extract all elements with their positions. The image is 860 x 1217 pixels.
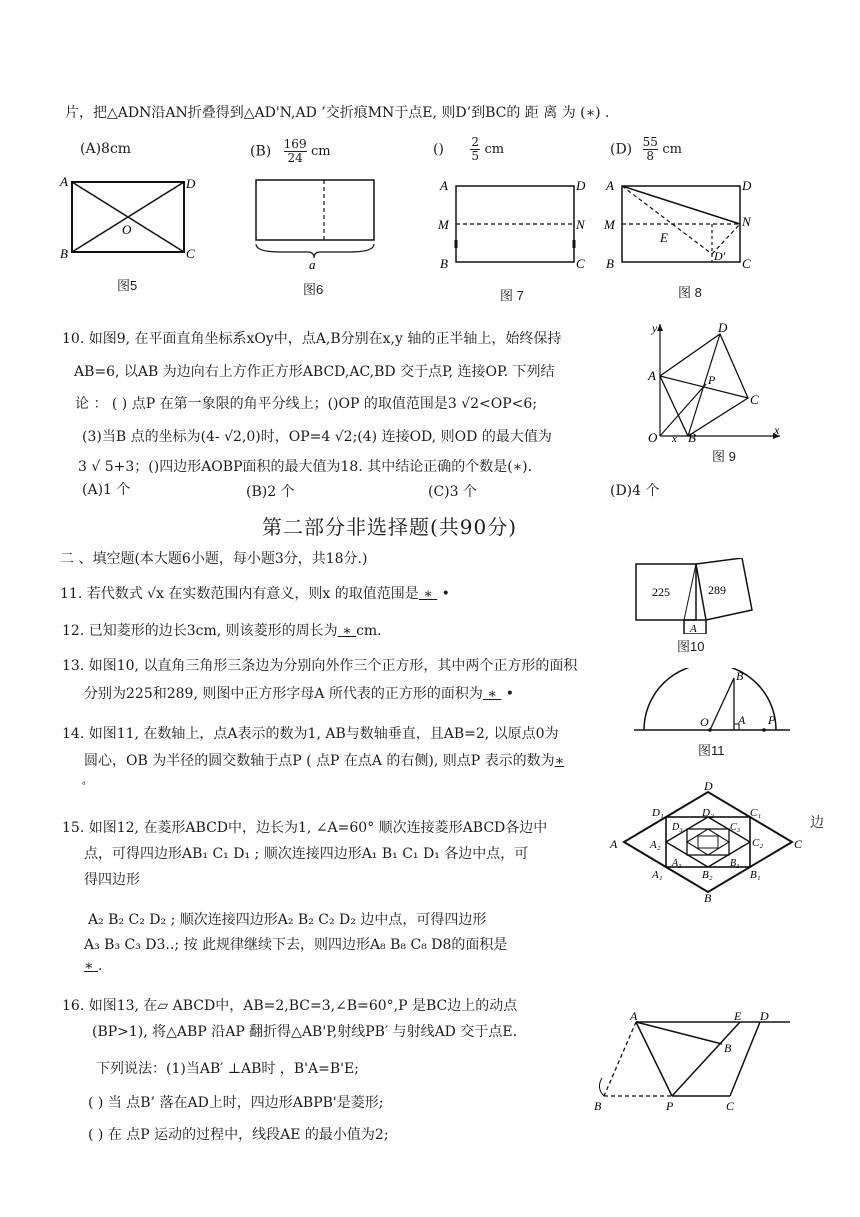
svg-text:D: D (760, 1009, 769, 1023)
svg-text:C: C (750, 392, 759, 407)
svg-text:C₂: C₂ (752, 837, 764, 849)
svg-text:D': D' (714, 249, 726, 263)
svg-text:B: B (60, 246, 68, 261)
svg-text:D₂: D₂ (702, 807, 714, 819)
figure-11-label-p: P (768, 713, 776, 727)
figure-8-rectangle-fold (604, 172, 764, 272)
figure-6-folded-paper (250, 172, 380, 272)
svg-text:D: D (742, 178, 752, 193)
q9-option-c-denominator: 5 (471, 149, 480, 163)
svg-text:E: E (660, 230, 668, 245)
svg-text:C: C (742, 256, 751, 271)
q15-side-char: 边 (810, 815, 824, 831)
figure-11-label-o: O (700, 715, 709, 729)
q15-line-3: 得四边形 (84, 872, 140, 888)
svg-text:C₁: C₁ (750, 807, 762, 819)
q10-option-a: (A)1 个 (82, 482, 131, 498)
figure-10-caption: 图10 (677, 639, 705, 654)
svg-text:B₁: B₁ (750, 869, 761, 881)
q10-line-5: 3 √ 5+3；()四边形AOBP面积的最大值为18. 其中结论正确的个数是(∗). (78, 459, 533, 475)
q10-option-c: (C)3 个 (428, 484, 477, 500)
figure-11-number-line-arc (630, 668, 794, 738)
svg-text:N: N (742, 214, 751, 229)
q16-line-1: 16. 如图13, 在▱ ABCD中，AB=2,BC=3,∠B=60°,P 是BC边上的动点 (62, 998, 518, 1014)
svg-text:A: A (440, 178, 448, 193)
q13-line-2: 分别为225和289, 则图中正方形字母A 所代表的正方形的面积为 ∗ • (84, 686, 515, 702)
svg-text:B: B (606, 256, 614, 271)
q10-option-b: (B)2 个 (246, 484, 295, 500)
q15-line-4: A₂ B₂ C₂ D₂ ; 顺次连接四边形A₂ B₂ C₂ D₂ 边中点，可得四边形 (88, 912, 487, 928)
q9-option-a: (A)8cm (80, 141, 132, 157)
q10-line-2: AB=6, 以AB 为边向右上方作正方形ABCD,AC,BD 交于点P, 连接OP. 下列结 (74, 364, 555, 380)
q9-option-d-numerator: 55 (642, 135, 658, 149)
svg-text:M: M (604, 217, 615, 232)
svg-text:B: B (440, 256, 448, 271)
q16-line-3: 下列说法：(1)当AB′ ⊥AB时 ，B'A=B'E; (96, 1061, 359, 1077)
svg-text:B: B (688, 430, 696, 444)
svg-text:B: B (724, 1041, 732, 1055)
svg-text:D: D (576, 178, 586, 193)
svg-text:C: C (794, 837, 803, 851)
q10-line-4: (3)当B 点的坐标为(4- √2,0)时，OP=4 √2;(4) 连接OD, 则OD 的最大值为 (82, 429, 552, 445)
svg-text:B: B (594, 1099, 602, 1113)
svg-text:A₂: A₂ (650, 839, 661, 851)
svg-text:x: x (774, 423, 780, 437)
svg-text:C₃: C₃ (730, 822, 741, 833)
q9-option-c-numerator: 2 (471, 135, 480, 149)
figure-9-caption: 图 9 (712, 449, 736, 464)
q15-line-5: A₃ B₃ C₃ D3..; 按 此规律继续下去，则四边形A₈ B₈ C₈ D8的面积是 (84, 937, 508, 953)
svg-text:D₃: D₃ (672, 822, 683, 833)
q9-option-b-denominator: 24 (287, 151, 303, 165)
svg-text:A: A (610, 837, 618, 851)
svg-text:A: A (60, 174, 68, 189)
figure-10-squares (630, 558, 790, 634)
svg-text:N: N (576, 217, 585, 232)
figure-12-nested-rhombus (604, 778, 812, 902)
svg-text:M: M (438, 217, 449, 232)
svg-text:B₃: B₃ (730, 858, 740, 869)
svg-text:C: C (726, 1099, 735, 1113)
svg-text:D₁: D₁ (652, 807, 664, 819)
figure-7-caption: 图 7 (500, 288, 524, 303)
svg-text:D: D (704, 779, 713, 793)
q14-line-2: 圆心，OB 为半径的圆交数轴于点P ( 点P 在点A 的右侧), 则点P 表示的数为∗ (84, 753, 565, 769)
svg-text:O: O (122, 222, 132, 237)
svg-text:A₃: A₃ (672, 858, 682, 869)
q12-text: 12. 已知菱形的边长3cm, 则该菱形的周长为 ∗ cm. (62, 623, 382, 639)
figure-10-label-225: 225 (652, 585, 670, 599)
q16-line-2: (BP>1), 将△ABP 沿AP 翻折得△AB'P,射线PB′ 与射线AD 交于点E. (92, 1024, 518, 1040)
svg-text:P: P (666, 1099, 674, 1113)
svg-text:P: P (708, 373, 716, 387)
q15-blank: ∗ (84, 958, 98, 974)
q16-line-4: ( ) 当 点B’ 落在AD上时，四边形ABPB'是菱形; (88, 1095, 384, 1111)
q15-line-2: 点，可得四边形AB₁ C₁ D₁ ; 顺次连接四边形A₁ B₁ C₁ D₁ 各边中点，可 (84, 846, 529, 862)
q9-option-d: (D) $\frac{55}{8}$ cm (610, 135, 682, 163)
q9-option-b-numerator: 169 (283, 137, 307, 151)
svg-text:D: D (186, 176, 196, 191)
q9-text: 片，把△ADN沿AN折叠得到△AD'N,AD ’交折痕MN于点E, 则D’到BC的 距 离 为 (∗) . (65, 105, 610, 121)
svg-text:A₁: A₁ (652, 869, 663, 881)
q12-blank: ∗ (337, 623, 357, 639)
q11-text: 11. 若代数式 √x 在实数范围内有意义，则x 的取值范围是 ∗ • (60, 586, 450, 602)
figure-13-parallelogram-fold (590, 1008, 790, 1116)
svg-text:A: A (648, 368, 656, 383)
figure-10-label-289: 289 (708, 583, 726, 597)
section-2-heading: 二 、填空题(本大题6小题，每小题3分，共18分.) (60, 551, 368, 567)
svg-text:y: y (652, 321, 658, 335)
figure-11-label-a: A (738, 713, 746, 727)
figure-9-coordinate-square (636, 318, 786, 444)
q9-option-b: (B) $\frac{169}{24}$ cm (250, 137, 331, 165)
figure-5-caption: 图5 (117, 278, 138, 293)
q14-blank: ∗ (554, 753, 565, 769)
figure-7-rectangle-fold (434, 172, 594, 272)
svg-text:x: x (672, 433, 677, 444)
svg-text:C: C (186, 246, 195, 261)
q9-option-d-denominator: 8 (646, 149, 655, 163)
q10-line-3: 论 ： ( ) 点P 在第一象限的角平分线上；()OP 的取值范围是3 √2<OP<6; (75, 396, 538, 412)
svg-text:B: B (704, 891, 712, 902)
q13-line-1: 13. 如图10, 以直角三角形三条边为分别向外作三个正方形，其中两个正方形的面积 (62, 658, 578, 674)
figure-11-caption: 图11 (698, 743, 725, 758)
q15-line-1: 15. 如图12, 在菱形ABCD中，边长为1, ∠A=60° 顺次连接菱形ABCD各边中 (62, 820, 548, 836)
figure-6-caption: 图6 (303, 282, 324, 297)
figure-8-caption: 图 8 (678, 285, 702, 300)
q15-answer-line: ∗ . (84, 958, 103, 974)
figure-10-label-a: A (690, 623, 697, 634)
figure-5-rectangle-diagonals (58, 172, 198, 264)
q14-mark: ᵃ (82, 780, 86, 791)
svg-text:A: A (630, 1009, 638, 1023)
svg-text:E: E (734, 1009, 742, 1023)
q11-blank: ∗ (418, 586, 438, 602)
svg-text:a: a (309, 257, 316, 272)
q10-option-d: (D)4 个 (610, 483, 660, 499)
q9-option-c: () $\frac{2}{5}$ cm (433, 135, 505, 163)
svg-text:B₂: B₂ (702, 869, 713, 881)
svg-text:D: D (718, 320, 728, 335)
q13-blank: ∗ (482, 686, 502, 702)
q14-line-1: 14. 如图11, 在数轴上，点A表示的数为1, AB与数轴垂直，且AB=2, 以原点0为 (62, 726, 559, 742)
svg-text:O: O (648, 430, 658, 444)
figure-11-label-b: B (736, 669, 744, 683)
svg-text:C: C (576, 256, 585, 271)
part-2-title: 第二部分非选择题(共90分) (262, 515, 518, 539)
q10-line-1: 10. 如图9, 在平面直角坐标系xOy中，点A,B分别在x,y 轴的正半轴上，始终保持 (62, 331, 562, 347)
q16-line-5: ( ) 在 点P 运动的过程中，线段AE 的最小值为2; (88, 1127, 389, 1143)
svg-text:A: A (606, 178, 614, 193)
